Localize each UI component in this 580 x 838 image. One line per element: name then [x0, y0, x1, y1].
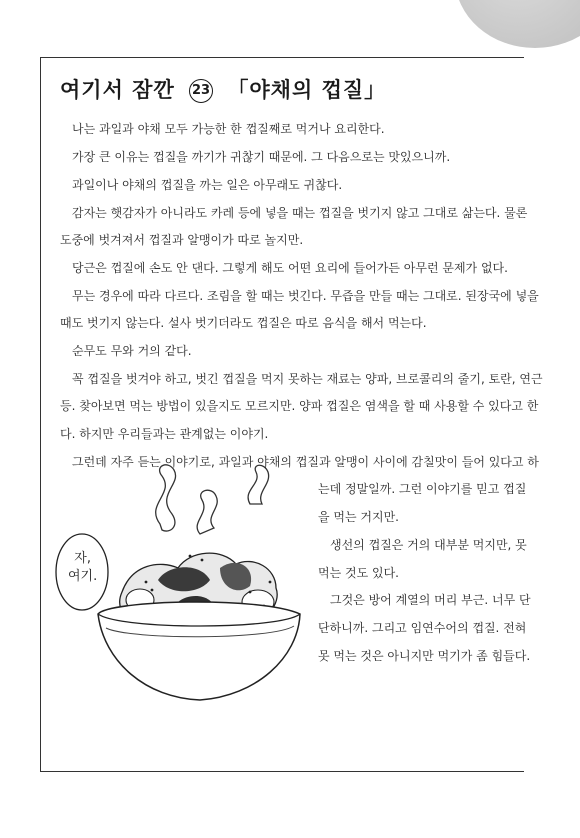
text-line: 등. 찾아보면 먹는 방법이 있을지도 모르지만. 양파 껍질은 염색을 할 때 사용할 수 있다고 한 — [60, 399, 539, 413]
steam-icon — [197, 490, 217, 534]
text-line: 그런데 자주 듣는 이야기로, 과일과 야채의 껍질과 알맹이 사이에 감칠맛이 들어 있다고 하 — [72, 455, 539, 469]
text-line: 생선의 껍질은 거의 대부분 먹지만, 못 — [330, 538, 527, 552]
text-line: 을 먹는 거지만. — [318, 510, 399, 524]
text-line: 는데 정말일까. 그런 이야기를 믿고 껍질 — [318, 482, 527, 496]
text-line: 다. 하지만 우리들과는 관계없는 이야기. — [60, 427, 269, 441]
text-line: 순무도 무와 거의 같다. — [72, 344, 192, 358]
text-line: 무는 경우에 따라 다르다. 조림을 할 때는 벗긴다. 무즙을 만들 때는 그대로. 된장국에 넣을 — [72, 289, 539, 303]
corner-decoration — [455, 0, 580, 48]
text-line: 당근은 껍질에 손도 안 댄다. 그렇게 해도 어떤 요리에 들어가든 아무런 문제가 없다. — [72, 261, 508, 275]
speech-line: 여기. — [68, 569, 98, 584]
steam-icon — [156, 465, 176, 531]
frame-bottom-border — [40, 771, 524, 772]
title-prefix: 여기서 잠깐 — [60, 78, 175, 102]
bowl — [98, 602, 300, 700]
text-line: 가장 큰 이유는 껍질을 까기가 귀찮기 때문에. 그 다음으로는 맛있으니까. — [72, 150, 451, 164]
text-line: 꼭 껍질을 벗겨야 하고, 벗긴 껍질을 먹지 못하는 재료는 양파, 브로콜리의 줄기, 토란, 연근 — [72, 372, 543, 386]
speech-bubble-text — [68, 550, 97, 586]
title-number-badge: 23 — [189, 79, 213, 103]
speech-line: 자, — [74, 551, 91, 566]
text-line: 그것은 방어 계열의 머리 부근. 너무 단 — [330, 593, 531, 607]
text-line: 먹는 것도 있다. — [318, 566, 399, 580]
steam-icon — [248, 465, 269, 504]
text-line: 감자는 햇감자가 아니라도 카레 등에 넣을 때는 껍질을 벗기지 않고 그대로 삶는다. 물론 — [72, 206, 528, 220]
frame-top-border — [40, 57, 524, 58]
title-text: 「야채의 껍질」 — [227, 78, 387, 102]
food-bowl-illustration — [50, 464, 312, 708]
text-line: 못 먹는 것은 아니지만 먹기가 좀 힘들다. — [318, 649, 531, 663]
text-line: 나는 과일과 야채 모두 가능한 한 껍질째로 먹거나 요리한다. — [72, 122, 385, 136]
text-line: 단하니까. 그리고 임연수어의 껍질. 전혀 — [318, 621, 527, 635]
section-title — [60, 74, 386, 104]
text-line: 때도 벗기지 않는다. 설사 벗기더라도 껍질은 따로 음식을 해서 먹는다. — [60, 316, 427, 330]
text-line: 과일이나 야채의 껍질을 까는 일은 아무래도 귀찮다. — [72, 178, 343, 192]
frame-left-border — [40, 57, 41, 772]
text-line: 도중에 벗겨져서 껍질과 알맹이가 따로 놀지만. — [60, 233, 304, 247]
